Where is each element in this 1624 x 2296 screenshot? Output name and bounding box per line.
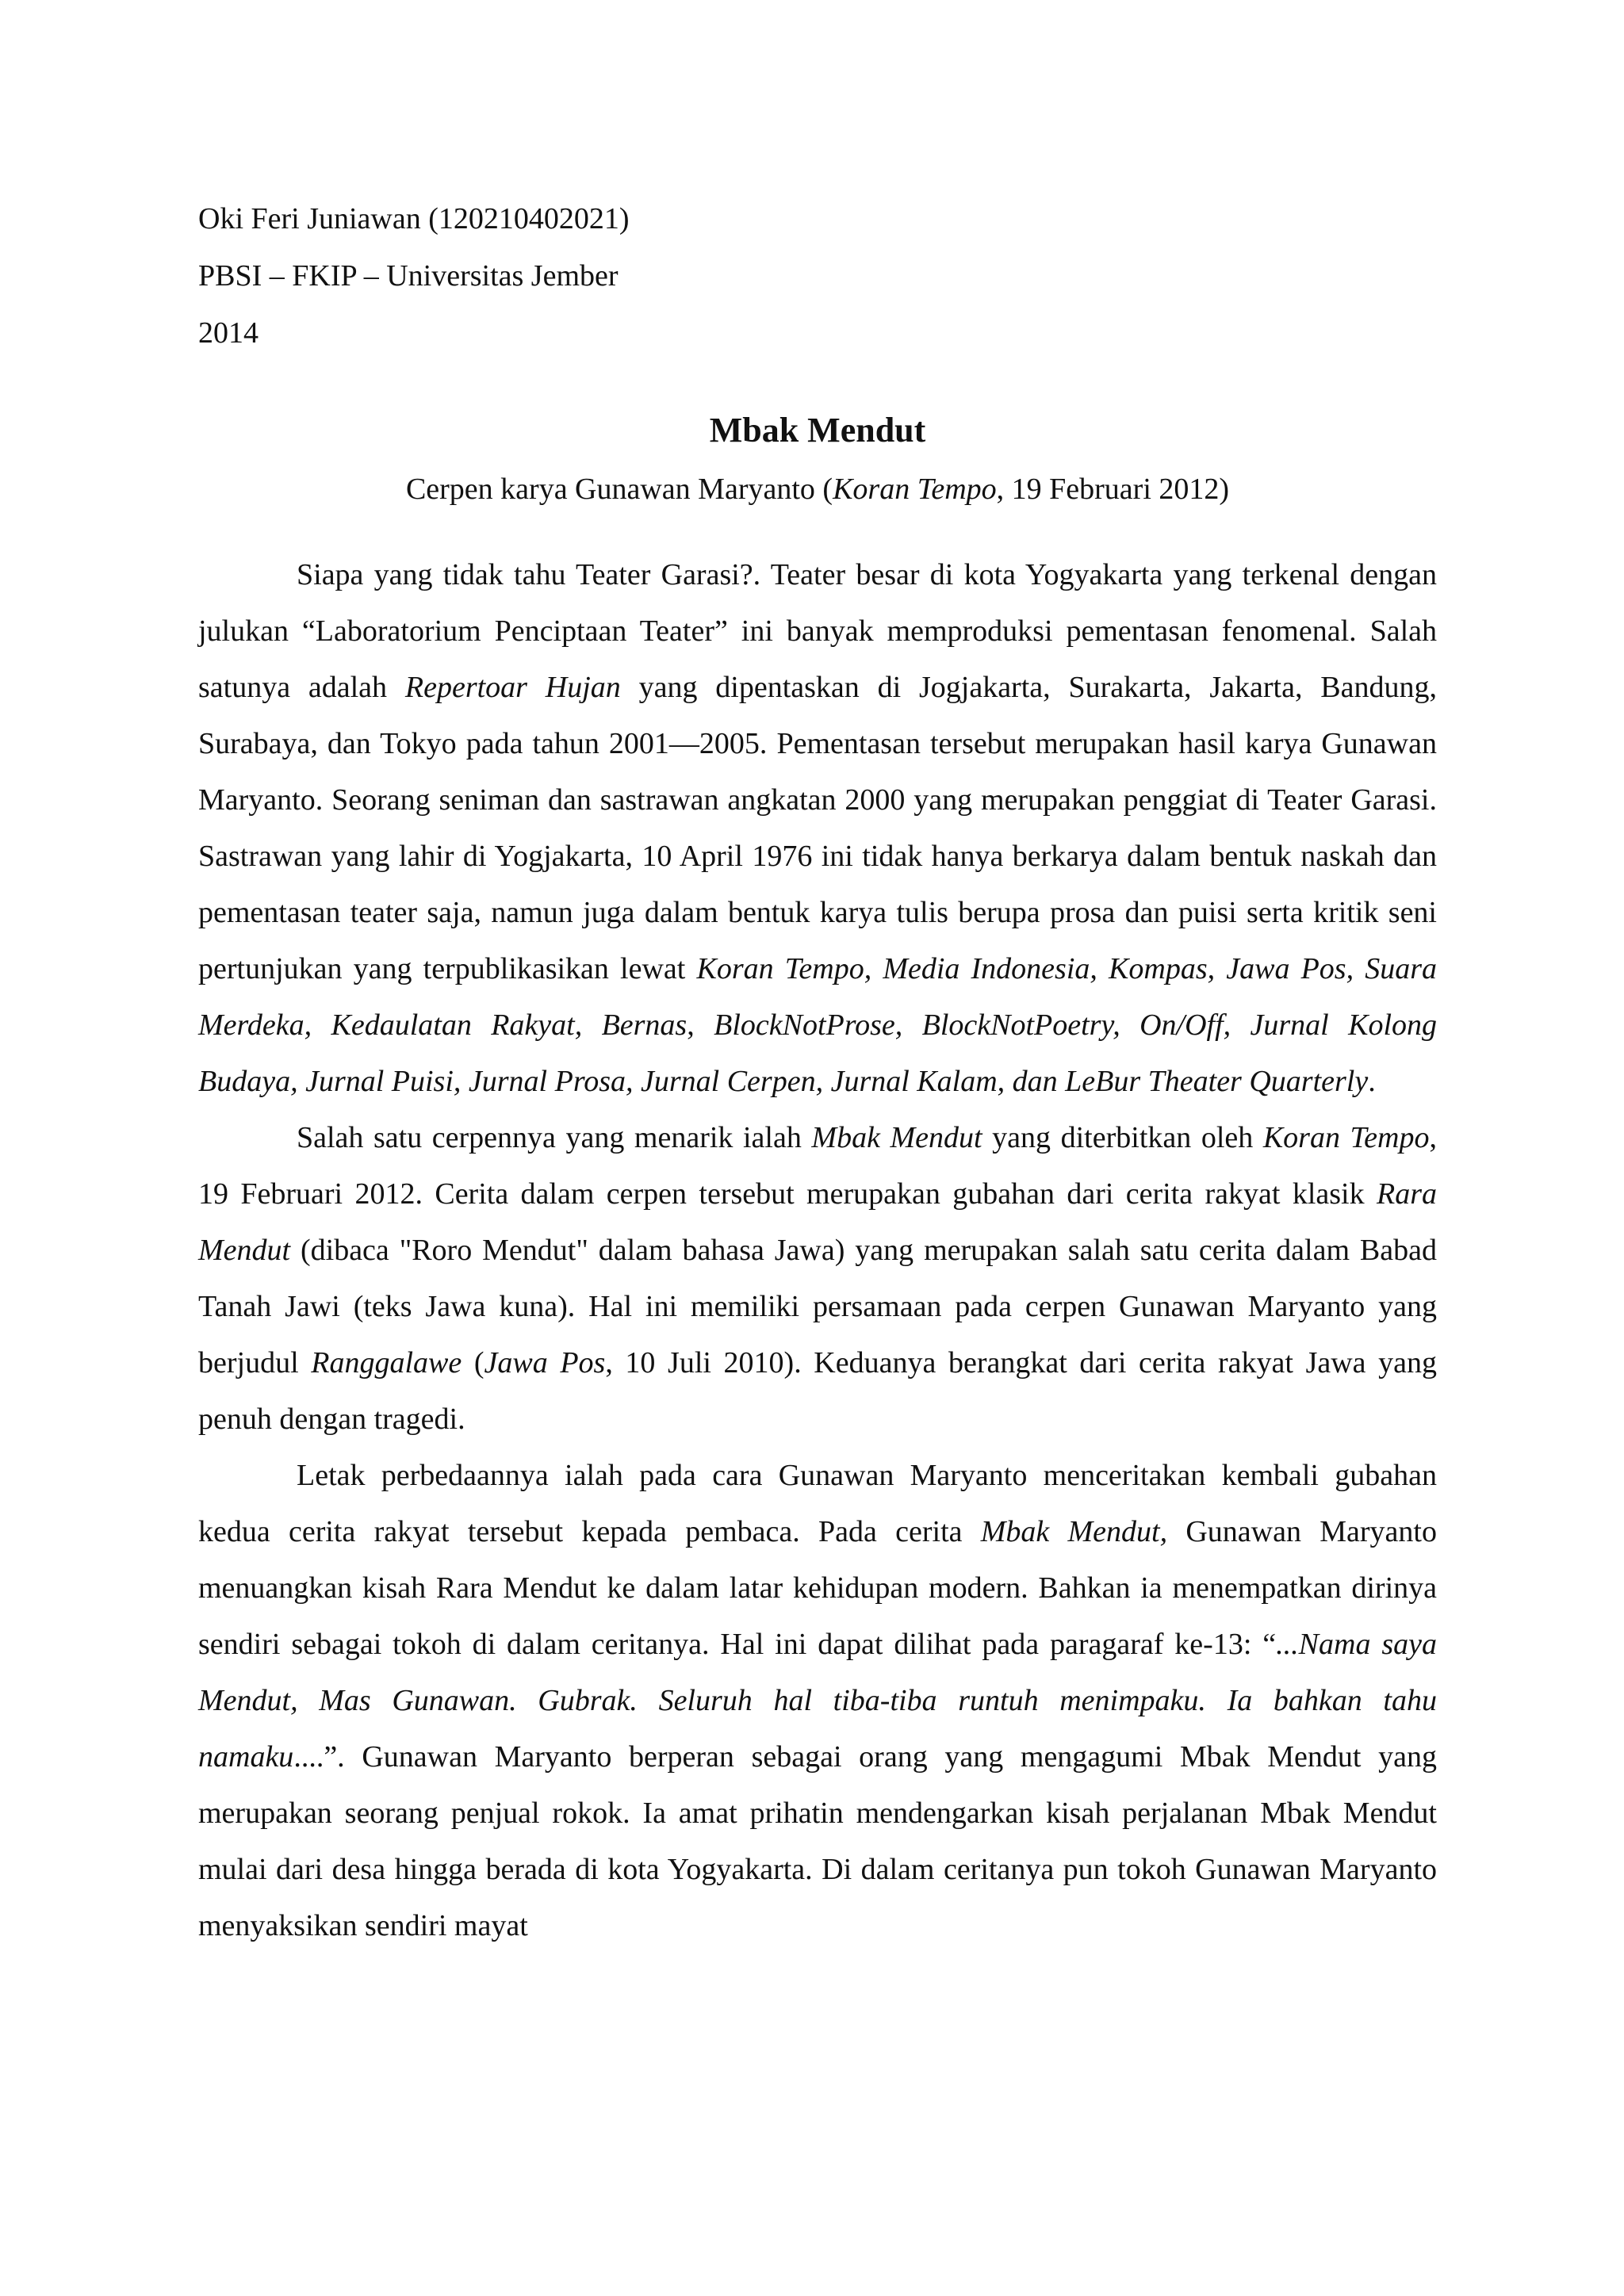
p2-text-4: (dibaca "Roro Mendut" dalam bahasa Jawa) yang merupakan salah satu cerita dalam Babad Tanah Jawi (teks Jawa kuna). Hal ini memiliki persamaan pada cerpen Gunawan Maryanto yang berjudul: [198, 1234, 1437, 1380]
p2-text-2: yang diterbitkan oleh: [982, 1121, 1263, 1154]
subtitle-prefix: Cerpen karya Gunawan Maryanto (: [405, 473, 833, 506]
document-page: [198, 190, 1437, 1954]
document-subtitle: [198, 461, 1437, 517]
p2-italic-2: Koran Tempo: [1262, 1121, 1430, 1154]
affiliation-line: PBSI – FKIP – Universitas Jember: [198, 259, 619, 293]
p3-text-2: Gunawan Maryanto menuangkan kisah Rara Mendut ke dalam latar kehidupan modern. Bahkan ia menempatkan dirinya sendiri sebagai tokoh di dalam ceritanya. Hal ini dapat dilihat pada paragaraf ke-13: “: [198, 1515, 1437, 1661]
p1-text-3: ,: [687, 1008, 714, 1042]
subtitle-source: Koran Tempo: [833, 473, 997, 506]
document-title: Mbak Mendut: [709, 411, 926, 450]
p3-text-1: Letak perbedaannya ialah pada cara Gunawan Maryanto menceritakan kembali gubahan kedua cerita rakyat tersebut kepada pembaca. Pada cerita: [198, 1459, 1437, 1548]
p2-text-1: Salah satu cerpennya yang menarik ialah: [297, 1121, 812, 1154]
p1-italic-2: Koran Tempo, Media Indonesia, Kompas, Jawa Pos, Suara Merdeka, Kedaulatan Rakyat, Bernas: [198, 952, 1438, 1042]
p3-italic-2: ...Nama saya Mendut, Mas Gunawan. Gubrak. Seluruh hal tiba-tiba runtuh menimpaku. Ia bahkan tahu namaku: [198, 1628, 1437, 1774]
p2-italic-5: Jawa Pos: [484, 1346, 606, 1380]
p3-italic-1: Mbak Mendut,: [980, 1515, 1168, 1548]
p2-italic-4: Ranggalawe: [311, 1346, 462, 1380]
paragraph-1: [198, 547, 1437, 1110]
p1-italic-1: Repertoar Hujan: [404, 671, 621, 704]
p2-italic-1: Mbak Mendut: [811, 1121, 982, 1154]
p2-italic-3: Rara Mendut: [198, 1177, 1437, 1267]
paragraph-3: [198, 1448, 1437, 1954]
p2-text-3: , 19 Februari 2012. Cerita dalam cerpen tersebut merupakan gubahan dari cerita rakyat klasik: [198, 1121, 1437, 1211]
subtitle-suffix: , 19 Februari 2012): [996, 473, 1230, 506]
year-line: 2014: [198, 316, 259, 350]
author-line: Oki Feri Juniawan (120210402021): [198, 202, 630, 235]
p1-italic-3: BlockNotProse, BlockNotPoetry, On/Off, Jurnal Kolong Budaya, Jurnal Puisi, Jurnal Prosa, Jurnal Cerpen, Jurnal Kalam, dan LeBur Theater Quarterly: [198, 1008, 1438, 1098]
p1-text-2: yang dipentaskan di Jogjakarta, Surakarta, Jakarta, Bandung, Surabaya, dan Tokyo pada tahun 2001—2005. Pementasan tersebut merupakan hasil karya Gunawan Maryanto. Seorang seniman dan sastrawan angkatan 2000 yang merupakan penggiat di Teater Garasi. Sastrawan yang lahir di Yogjakarta, 10 April 1976 ini tidak hanya berkarya dalam bentuk naskah dan pementasan teater saja, namun juga dalam bentuk karya tulis berupa prosa dan puisi serta kritik seni pertunjukan yang terpublikasikan lewat: [198, 671, 1438, 985]
p1-text-1: Siapa yang tidak tahu Teater Garasi?. Teater besar di kota Yogyakarta yang terkenal dengan julukan “Laboratorium Penciptaan Teater” ini banyak memproduksi pementasan fenomenal. Salah satunya adalah: [198, 558, 1437, 704]
p3-text-3: ....”. Gunawan Maryanto berperan sebagai orang yang mengagumi Mbak Mendut yang merupakan seorang penjual rokok. Ia amat prihatin mendengarkan kisah perjalanan Mbak Mendut mulai dari desa hingga berada di kota Yogyakarta. Di dalam ceritanya pun tokoh Gunawan Maryanto menyaksikan sendiri mayat: [198, 1740, 1437, 1942]
p2-text-5: (: [462, 1346, 485, 1380]
paragraph-2: [198, 1110, 1437, 1448]
p1-text-4: .: [1368, 1065, 1376, 1098]
p2-text-6: , 10 Juli 2010). Keduanya berangkat dari cerita rakyat Jawa yang penuh dengan tragedi.: [198, 1346, 1438, 1436]
